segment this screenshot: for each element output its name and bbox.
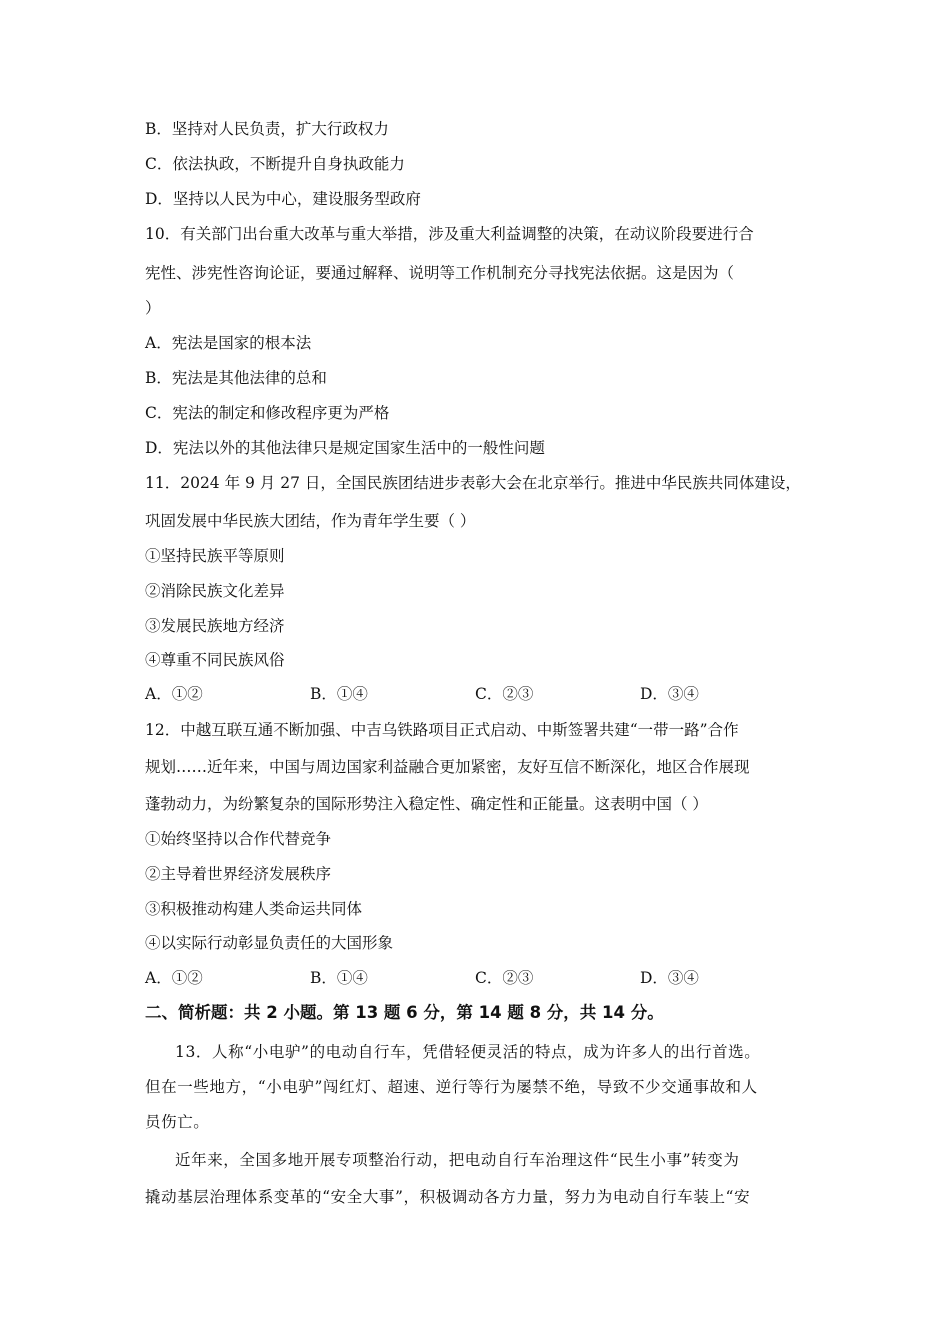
q12-stem-line3: 蓬勃动力，为纷繁复杂的国际形势注入稳定性、确定性和正能量。这表明中国（ ） (145, 795, 708, 813)
section-2-heading: 二、简析题：共 2 小题。第 13 题 6 分，第 14 题 8 分，共 14 分。 (145, 1003, 664, 1022)
q10-stem-line2: 宪性、涉宪性咨询论证，要通过解释、说明等工作机制充分寻找宪法依据。这是因为（ (145, 264, 735, 282)
q11-stem-line1: 11．2024 年 9 月 27 日，全国民族团结进步表彰大会在北京举行。推进中华民族共同体建设， (145, 474, 801, 492)
q11-item-3: ③发展民族地方经济 (145, 617, 285, 635)
q12-option-d: D．③④ (640, 969, 699, 987)
q10-option-c: C．宪法的制定和修改程序更为严格 (145, 404, 390, 422)
q11-item-2: ②消除民族文化差异 (145, 582, 285, 600)
q12-option-b: B．①④ (310, 969, 368, 987)
q13-paragraph1-line3: 员伤亡。 (145, 1113, 210, 1131)
q10-option-d: D．宪法以外的其他法律只是规定国家生活中的一般性问题 (145, 439, 545, 457)
q9-option-b: B．坚持对人民负责，扩大行政权力 (145, 120, 389, 138)
q11-option-b: B．①④ (310, 685, 368, 703)
q11-item-4: ④尊重不同民族风俗 (145, 651, 285, 669)
q12-item-2: ②主导着世界经济发展秩序 (145, 865, 332, 883)
q12-stem-line2: 规划……近年来，中国与周边国家利益融合更加紧密，友好互信不断深化，地区合作展现 (145, 758, 750, 776)
q12-stem-line1: 12．中越互联互通不断加强、中吉乌铁路项目正式启动、中斯签署共建“一带一路”合作 (145, 721, 739, 739)
q13-paragraph1-line1: 13．人称“小电驴”的电动自行车，凭借轻便灵活的特点，成为许多人的出行首选。 (175, 1043, 761, 1061)
q12-item-1: ①始终坚持以合作代替竞争 (145, 830, 332, 848)
q10-stem-line3: ） (145, 299, 161, 317)
q11-item-1: ①坚持民族平等原则 (145, 547, 285, 565)
q9-option-c: C．依法执政，不断提升自身执政能力 (145, 155, 405, 173)
q10-stem-line1: 10．有关部门出台重大改革与重大举措，涉及重大利益调整的决策，在动议阶段要进行合 (145, 225, 754, 243)
q11-option-a: A．①② (145, 685, 203, 703)
q12-item-3: ③积极推动构建人类命运共同体 (145, 900, 363, 918)
q12-option-a: A．①② (145, 969, 203, 987)
q13-paragraph2-line1: 近年来，全国多地开展专项整治行动，把电动自行车治理这件“民生小事”转变为 (175, 1151, 740, 1169)
q11-stem-line2: 巩固发展中华民族大团结，作为青年学生要（ ） (145, 512, 476, 530)
q12-item-4: ④以实际行动彰显负责任的大国形象 (145, 934, 394, 952)
q9-option-d: D．坚持以人民为中心，建设服务型政府 (145, 190, 421, 208)
q13-paragraph2-line2: 撬动基层治理体系变革的“安全大事”，积极调动各方力量，努力为电动自行车装上“安 (145, 1188, 751, 1206)
q11-option-d: D．③④ (640, 685, 699, 703)
q12-option-c: C．②③ (475, 969, 534, 987)
q10-option-b: B．宪法是其他法律的总和 (145, 369, 327, 387)
q11-option-c: C．②③ (475, 685, 534, 703)
q13-paragraph1-line2: 但在一些地方，“小电驴”闯红灯、超速、逆行等行为屡禁不绝，导致不少交通事故和人 (145, 1078, 758, 1096)
q10-option-a: A．宪法是国家的根本法 (145, 334, 312, 352)
